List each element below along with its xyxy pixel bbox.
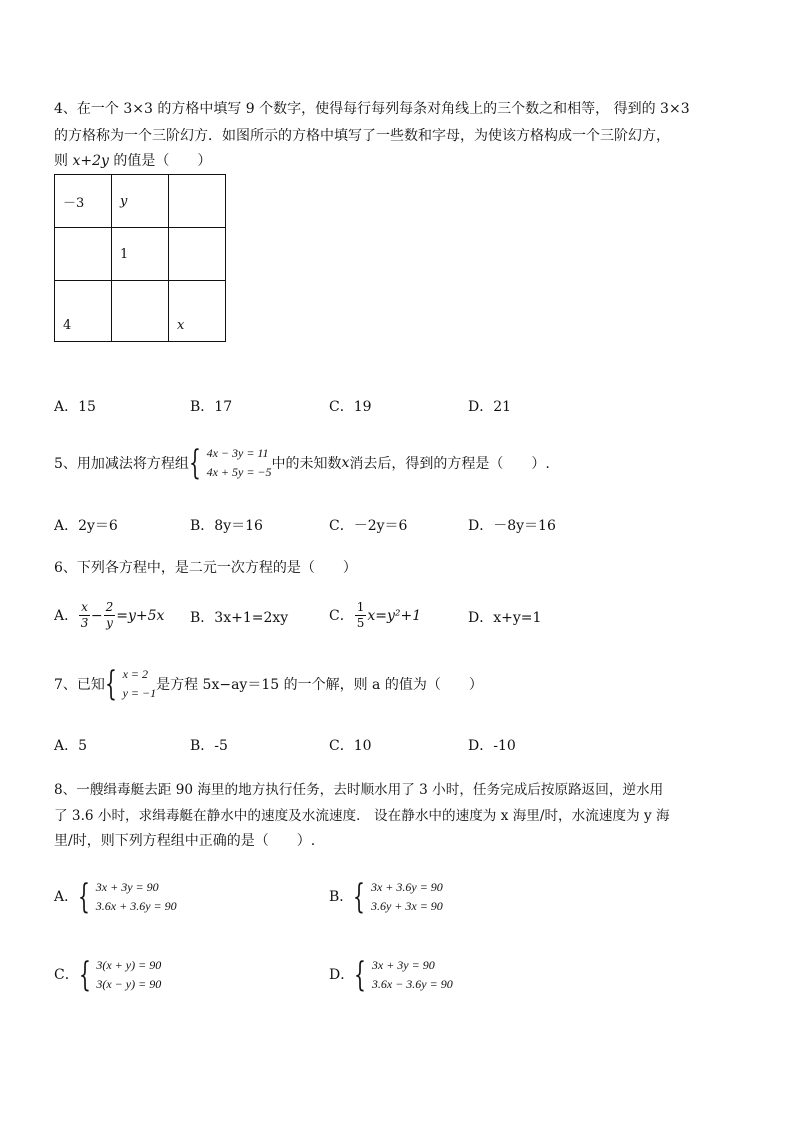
left-brace-icon: { <box>78 877 91 917</box>
q5-stem <box>54 444 550 482</box>
grid-row <box>55 228 226 281</box>
q8-option-a[interactable] <box>54 878 177 916</box>
q5-option-a[interactable]: A．2y＝6 <box>54 518 118 534</box>
q8-line-1: 8、一艘缉毒艇去距 90 海里的地方执行任务，去时顺水用了 3 小时，任务完成后按原路返回，逆水用 <box>54 782 664 798</box>
equation: 3(x + y) = 90 <box>96 958 162 972</box>
grid-row <box>55 281 226 342</box>
q5-stem-mid: 中的未知数 <box>271 456 342 472</box>
option-label: C． <box>54 967 79 983</box>
q8-option-b[interactable] <box>329 878 443 916</box>
option-label: D． <box>329 967 355 983</box>
q5-option-c[interactable]: C．－2y＝6 <box>329 518 408 534</box>
grid-cell: 4 <box>55 281 112 342</box>
q8-option-d[interactable] <box>329 956 453 994</box>
q6-option-b[interactable]: B．3x+1=2xy <box>190 610 289 626</box>
q4-option-c[interactable]: C．19 <box>329 399 372 415</box>
q4-option-a[interactable]: A．15 <box>54 399 96 415</box>
q7-option-c[interactable]: C．10 <box>329 738 372 754</box>
grid-cell: x <box>169 281 226 342</box>
denominator: y <box>106 616 113 630</box>
equation-system <box>353 878 443 916</box>
equation: x = 2 <box>122 667 148 681</box>
minus-sign: − <box>90 607 103 624</box>
q4-option-b[interactable]: B．17 <box>190 399 233 415</box>
option-label: C． <box>329 607 354 624</box>
equation: 3.6x + 3.6y = 90 <box>95 899 177 913</box>
q6-option-d[interactable]: D．x+y=1 <box>468 610 542 626</box>
option-label: B． <box>329 889 354 905</box>
equation: 3x + 3y = 90 <box>371 958 435 972</box>
q4-option-d[interactable]: D．21 <box>468 399 512 415</box>
q4-line-2: 的方格称为一个三阶幻方．如图所示的方格中填写了一些数和字母，为使该方格构成一个三阶幻方， <box>54 128 670 144</box>
q4-line-3-post: 的值是（ ） <box>108 153 212 169</box>
grid-cell <box>169 175 226 228</box>
q5-stem-post: 消去后，得到的方程是（ ）. <box>349 456 550 472</box>
option-expression: x=y²+1 <box>367 607 422 624</box>
q8-option-c[interactable] <box>54 956 161 994</box>
fraction <box>79 600 90 631</box>
equation: 3.6x − 3.6y = 90 <box>371 977 453 991</box>
grid-cell <box>112 281 169 342</box>
equation-system <box>78 878 177 916</box>
denominator: 3 <box>80 616 89 630</box>
grid-row <box>55 175 226 228</box>
equation: y = −1 <box>122 686 157 700</box>
grid-cell: y <box>112 175 169 228</box>
q6-option-c[interactable] <box>329 600 421 631</box>
equation-system <box>189 444 272 482</box>
q7-option-a[interactable]: A．5 <box>54 738 88 754</box>
left-brace-icon: { <box>78 955 91 995</box>
numerator: 1 <box>356 600 365 614</box>
magic-square-grid <box>54 174 226 342</box>
q7-stem <box>54 665 483 703</box>
q5-stem-pre: 5、用加减法将方程组 <box>54 456 189 472</box>
numerator: x <box>81 600 88 614</box>
q4-line-1: 4、在一个 3×3 的方格中填写 9 个数字，使得每行每列每条对角线上的三个数之和相等， 得到的 3×3 <box>54 101 690 117</box>
left-brace-icon: { <box>104 664 117 704</box>
grid-cell <box>169 228 226 281</box>
q5-option-d[interactable]: D．－8y＝16 <box>468 518 556 534</box>
q4-expression: x+2y <box>72 153 109 169</box>
option-expression: =y+5x <box>116 607 165 624</box>
fraction <box>355 600 367 631</box>
q6-stem: 6、下列各方程中，是二元一次方程的是（ ） <box>54 560 357 576</box>
option-label: A． <box>54 889 79 905</box>
equation: 3x + 3y = 90 <box>95 880 159 894</box>
q7-stem-pre: 7、已知 <box>54 677 105 693</box>
q7-option-d[interactable]: D．-10 <box>468 738 516 754</box>
q7-option-b[interactable]: B．-5 <box>190 738 228 754</box>
equation: 3x + 3.6y = 90 <box>370 880 443 894</box>
grid-cell: －3 <box>55 175 112 228</box>
solution-system <box>105 665 156 703</box>
q5-option-b[interactable]: B．8y＝16 <box>190 518 263 534</box>
q6-option-a[interactable] <box>54 600 164 631</box>
q8-line-2: 了 3.6 小时，求缉毒艇在静水中的速度及水流速度． 设在静水中的速度为 x 海里/时，水流速度为 y 海 <box>54 808 670 824</box>
equation: 4x + 5y = −5 <box>206 465 272 479</box>
equation: 3.6y + 3x = 90 <box>370 899 443 913</box>
option-label: A． <box>54 607 79 624</box>
left-brace-icon: { <box>353 877 366 917</box>
numerator: 2 <box>105 600 114 614</box>
grid-cell <box>55 228 112 281</box>
equation: 4x − 3y = 11 <box>206 446 269 460</box>
equation: 3(x − y) = 90 <box>96 977 162 991</box>
equation-system <box>354 956 453 994</box>
left-brace-icon: { <box>188 443 201 483</box>
q4-line-3-pre: 则 <box>54 153 73 169</box>
equation-system <box>79 956 161 994</box>
fraction <box>104 600 116 631</box>
q4-line-3 <box>54 150 211 170</box>
grid-cell: 1 <box>112 228 169 281</box>
q8-line-3: 里/时，则下列方程组中正确的是（ ）. <box>54 833 316 849</box>
denominator: 5 <box>356 616 365 630</box>
left-brace-icon: { <box>354 955 367 995</box>
q7-stem-post: 是方程 5x−ay＝15 的一个解，则 a 的值为（ ） <box>156 677 483 693</box>
q5-variable: x <box>341 455 350 471</box>
